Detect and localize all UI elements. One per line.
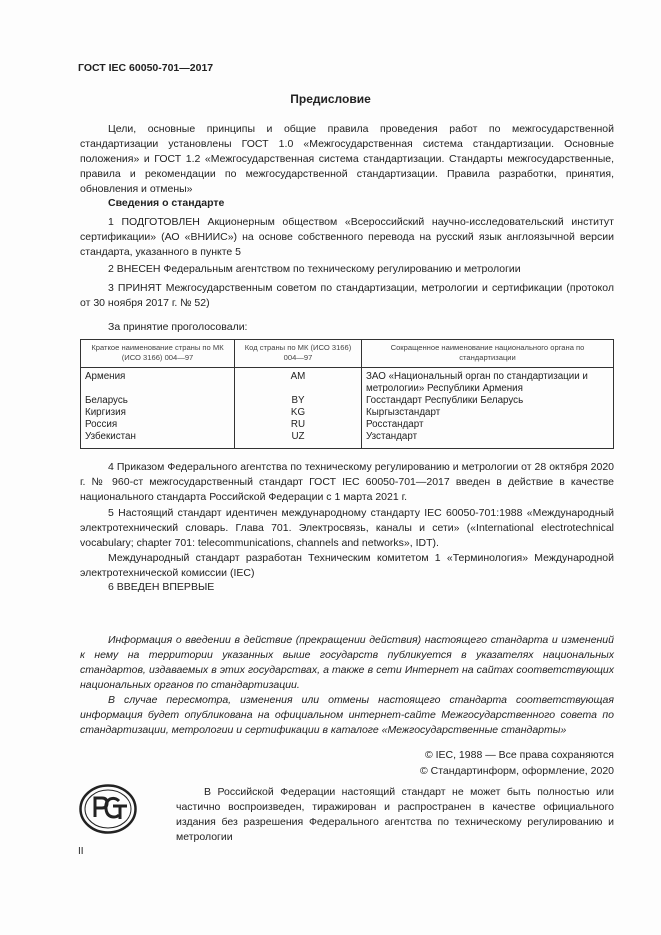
item-2-text: 2 ВНЕСЕН Федеральным агентством по техническому регулированию и метрологии [108, 263, 521, 275]
cell-body: Узстандарт [362, 431, 614, 449]
cell-code: UZ [235, 431, 362, 449]
cell-body: Госстандарт Республики Беларусь [362, 395, 614, 407]
item-1-text: 1 ПОДГОТОВЛЕН Акционерным обществом «Всероссийский научно-исследовательский институт сертификации» (АО «ВНИИС») на основе собственного перевода на русский язык англоязычной версии стандарта, указанного в пункте 5 [80, 216, 614, 258]
item-5 [80, 506, 614, 581]
item-5-text: 5 Настоящий стандарт идентичен международному стандарту IEC 60050-701:1988 «Международный электротехнический словарь. Глава 701. Электросвязь, каналы и сети» («International electrotechnical vocabulary; chapter 701: telecommunications, channels and networks», IDT). [80, 507, 614, 549]
voted-label: За принятие проголосовали: [108, 321, 248, 333]
copyright-standartinform: © Стандартинформ, оформление, 2020 [419, 765, 614, 777]
header-country: Краткое наименование страны по МК (ИСО 3166) 004—97 [81, 340, 235, 368]
publication-notice [80, 633, 614, 738]
copyright-block [420, 747, 614, 779]
item-1 [80, 215, 614, 260]
cell-country: Беларусь [81, 395, 235, 407]
page-title: Предисловие [290, 92, 371, 106]
item-5-note: Международный стандарт разработан Техническим комитетом 1 «Терминология» Международной электротехнической комиссии (IEC) [80, 552, 614, 579]
cell-country: Армения [81, 368, 235, 396]
cell-code: RU [235, 419, 362, 431]
header-body: Сокращенное наименование национального органа по стандартизации [362, 340, 614, 368]
table-row [81, 368, 614, 396]
cell-code: KG [235, 407, 362, 419]
notice-paragraph-2: В случае пересмотра, изменения или отмены настоящего стандарта соответствующая информация будет опубликована на официальном интернет-сайте Межгосударственного совета по стандартизации, метрологии и сертификации в каталоге «Межгосударственные стандарты» [80, 694, 614, 736]
copyright-iec: © IEC, 1988 — Все права сохраняются [424, 749, 614, 761]
rights-notice [176, 785, 614, 845]
cell-country: Россия [81, 419, 235, 431]
cell-country: Узбекистан [81, 431, 235, 449]
voting-countries-table [80, 339, 614, 449]
intro-section [80, 122, 614, 197]
item-4-text: 4 Приказом Федерального агентства по техническому регулированию и метрологии от 28 октября 2020 г. № 960-ст межгосударственный стандарт ГОСТ IEC 60050-701—2017 введен в действие в качестве национального стандарта Российской Федерации с 1 марта 2021 г. [80, 461, 614, 503]
item-3 [80, 281, 614, 311]
cell-country: Киргизия [81, 407, 235, 419]
cell-body: Кыргызстандарт [362, 407, 614, 419]
table-row [81, 395, 614, 407]
header-code: Код страны по МК (ИСО 3166) 004—97 [235, 340, 362, 368]
document-code: ГОСТ IEC 60050-701—2017 [78, 62, 214, 74]
rights-text: В Российской Федерации настоящий стандарт не может быть полностью или частично воспроизведен, тиражирован и распространен в качестве официального издания без разрешения Федерального агентства по техническому регулированию и метрологии [176, 786, 614, 843]
item-6 [80, 580, 614, 595]
info-heading: Сведения о стандарте [108, 197, 225, 209]
table-row [81, 431, 614, 449]
intro-paragraph: Цели, основные принципы и общие правила проведения работ по межгосударственной стандартизации установлены ГОСТ 1.0 «Межгосударственная система стандартизации. Основные положения» и ГОСТ 1.2 «Межгосударственная система стандартизации. Стандарты межгосударственные, правила и рекомендации по межгосударственной стандартизации. Правила разработки, принятия, обновления и отмены» [80, 123, 614, 195]
voted-label-block [80, 320, 614, 335]
cell-code: BY [235, 395, 362, 407]
page-number: II [78, 846, 84, 857]
item-6-text: 6 ВВЕДЕН ВПЕРВЫЕ [108, 581, 215, 593]
cell-code: AM [235, 368, 362, 396]
notice-paragraph-1: Информация о введении в действие (прекращении действия) настоящего стандарта и изменений к нему на территории указанных выше государств публикуется в указателях национальных стандартов, издаваемых в этих государствах, а также в сети Интернет на сайтах соответствующих национальных органов по стандартизации. [80, 634, 614, 691]
rst-logo-icon [79, 784, 137, 834]
table-row [81, 407, 614, 419]
table-header-row [81, 340, 614, 368]
item-2 [80, 262, 614, 277]
cell-body: Росстандарт [362, 419, 614, 431]
cell-body: ЗАО «Национальный орган по стандартизации и метрологии» Республики Армения [362, 368, 614, 396]
standard-info-section [80, 196, 614, 211]
table-row [81, 419, 614, 431]
item-3-text: 3 ПРИНЯТ Межгосударственным советом по стандартизации, метрологии и сертификации (протокол от 30 ноября 2017 г. № 52) [80, 282, 614, 309]
item-4 [80, 460, 614, 505]
